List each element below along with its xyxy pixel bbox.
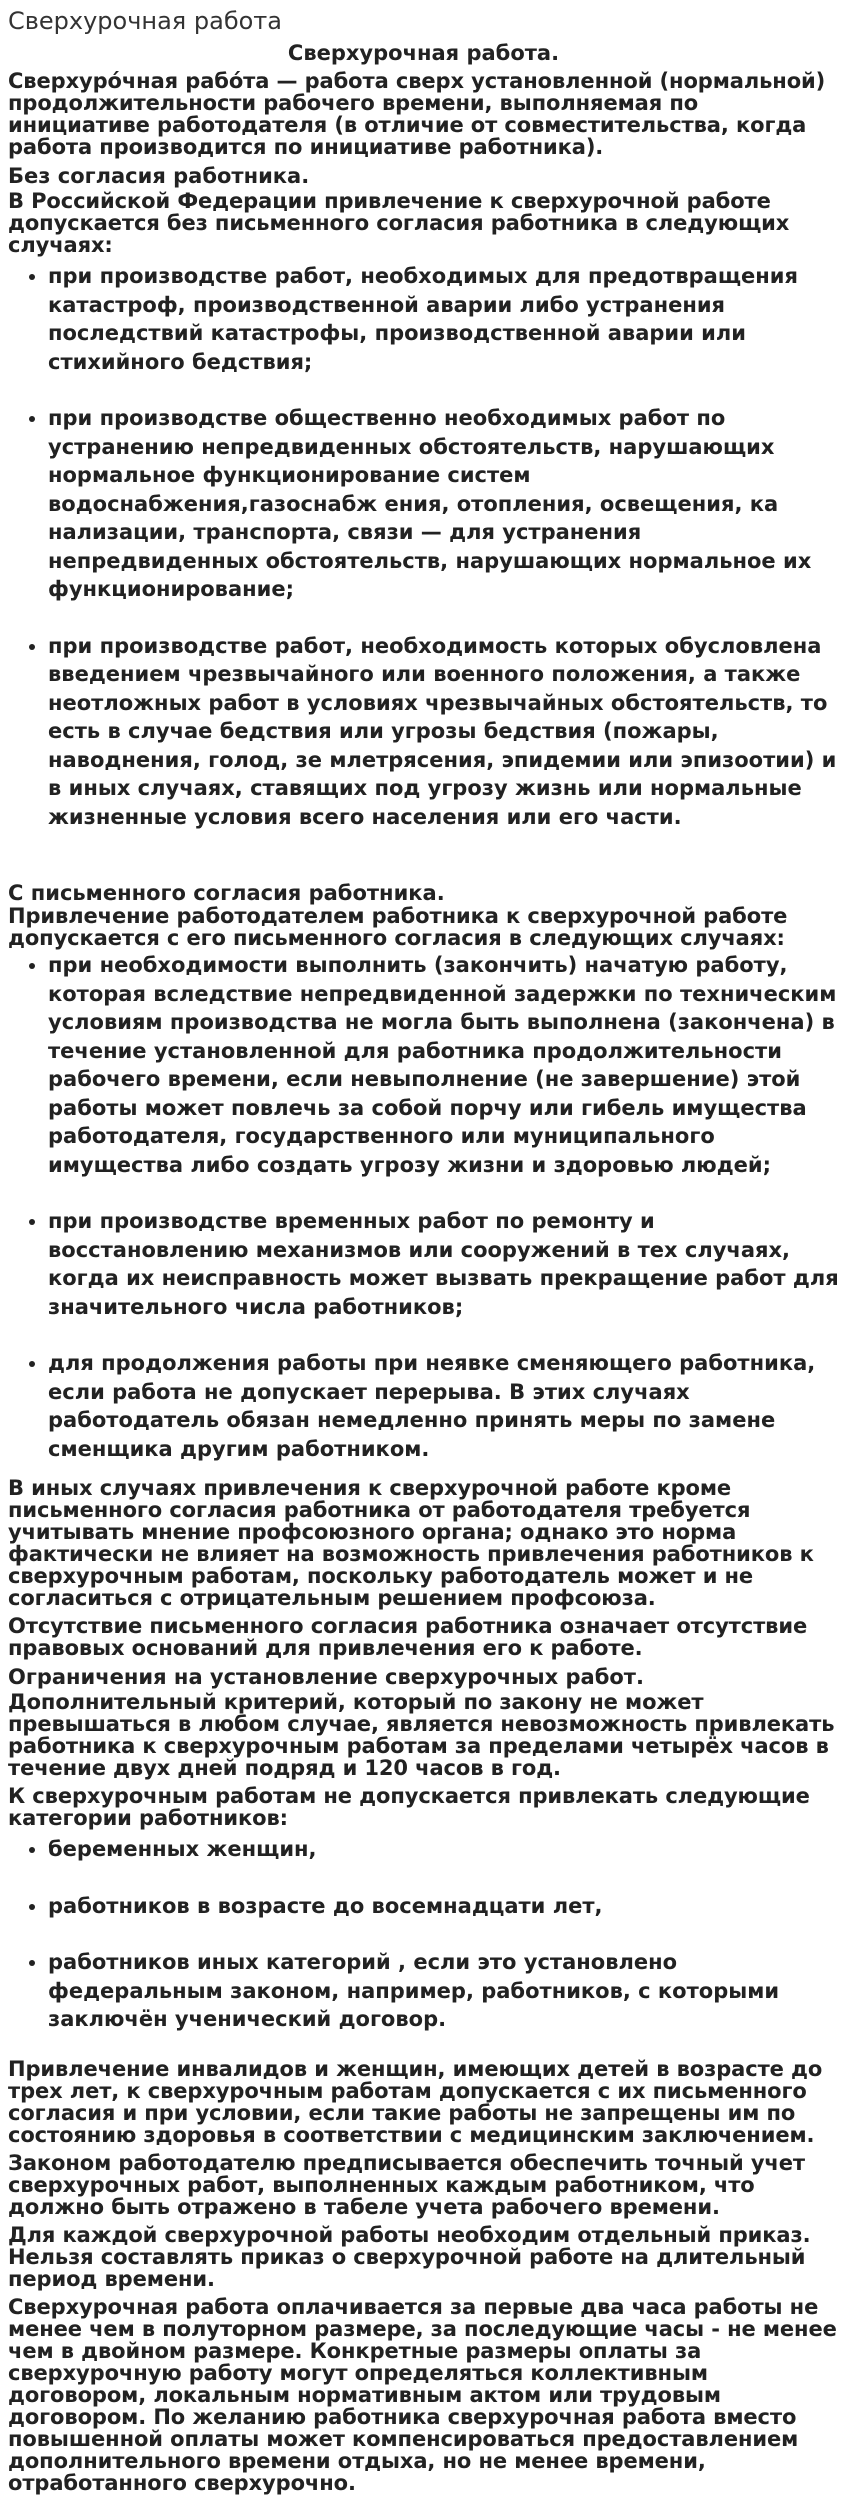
list-item: • при производстве работ, необходимость которых обусловлена введением чрезвычайного или военного положения, а также неотложных работ в условиях чрезвычайных обстоятельств, то есть в случае бедствия или угрозы бедствия (пожары, наводнения, голод, зе млетрясения, эпидемии или эпизоотии) и в иных случаях, ставящих под угрозу жизнь или нормальные жизненные условия всего населения или его части. xyxy=(48,632,839,832)
list-item: • для продолжения работы при неявке сменяющего работника, если работа не допускает перерыва. В этих случаях работодатель обязан немедленно принять меры по замене сменщика другим работником. xyxy=(48,1349,839,1463)
paragraph-accounting: Законом работодателю предписывается обеспечить точный учет сверхурочных работ, выполненных каждым работником, что должно быть отражено в табеле учета рабочего времени. xyxy=(8,2150,805,2219)
section-heading-restrictions: Ограничения на установление сверхурочных работ. xyxy=(8,1665,644,1689)
paragraph-additional-criterion: Дополнительный критерий, который по закону не может превышаться в любом случае, является невозможность привлекать работника к сверхурочным работам за пределами четырёх часов в течение двух дней подряд и 120 часов в год. xyxy=(8,1690,835,1780)
intro-paragraph: Сверхуро́чная рабо́та — работа сверх установленной (нормальной) продолжительности рабочего времени, выполняемая по инициативе работодателя (в отличие от совместительства, когда работа производится по инициативе работника). xyxy=(8,69,826,159)
list-item: • работников иных категорий , если это установлено федеральным законом, например, работников, с которыми заключён ученический договор. xyxy=(48,1948,839,2034)
section-lead-categories: К сверхурочным работам не допускается привлекать следующие категории работников: xyxy=(8,1784,810,1830)
list-restricted-categories xyxy=(8,1835,839,2034)
list-item: • при производстве временных работ по ремонту и восстановлению механизмов или сооружений в тех случаях, когда их неисправность может вызвать прекращение работ для значительного числа работников; xyxy=(48,1207,839,1321)
list-item: • при производстве общественно необходимых работ по устранению непредвиденных обстоятельств, нарушающих нормальное функционирование систем водоснабжения,газоснабж ения, отопления, освещения, ка нализации, транспорта, связи — для устранения непредвиденных обстоятельств, нарушающих нормальное их функционирование; xyxy=(48,404,839,604)
section-lead-with-consent: Привлечение работодателем работника к сверхурочной работе допускается с его письменного согласия в следующих случаях: xyxy=(8,904,788,950)
list-item: • при производстве работ, необходимых для предотвращения катастроф, производственной аварии либо устранения последствий катастрофы, производственной аварии или стихийного бедствия; xyxy=(48,262,839,376)
paragraph-payment: Сверхурочная работа оплачивается за первые два часа работы не менее чем в полуторном размере, за последующие часы - не менее чем в двойном размере. Конкретные размеры оплаты за сверхурочную работу могут определяться коллективным договором, локальным нормативным актом или трудовым договором. По желанию работника сверхурочная работа вместо повышенной оплаты может компенсироваться предоставлением дополнительного времени отдыха, но не менее времени, отработанного сверхурочно. xyxy=(8,2294,837,2495)
list-without-consent xyxy=(8,262,839,831)
list-item: • работников в возрасте до восемнадцати лет, xyxy=(48,1892,839,1921)
paragraph-no-consent-note: Отсутствие письменного согласия работника означает отсутствие правовых оснований для привлечения его к работе. xyxy=(8,1614,808,1660)
paragraph-trade-union-note: В иных случаях привлечения к сверхурочной работе кроме письменного согласия работника от работодателя требуется учитывать мнение профсоюзного органа; однако это норма фактически не влияет на возможность привлечения работников к сверхурочным работам, поскольку работодатель может и не согласиться с отрицательным решением профсоюза. xyxy=(8,1476,814,1610)
list-with-consent xyxy=(8,951,839,1463)
section-heading-with-consent: С письменного согласия работника. xyxy=(8,881,445,905)
section-lead-without-consent: В Российской Федерации привлечение к сверхурочной работе допускается без письменного согласия работника в следующих случаях: xyxy=(8,189,790,257)
list-item: • беременных женщин, xyxy=(48,1835,839,1864)
page-title: Сверхурочная работа xyxy=(8,7,282,35)
article-title: Сверхурочная работа. xyxy=(287,41,560,65)
paragraph-order: Для каждой сверхурочной работы необходим отдельный приказ. Нельзя составлять приказ о сверхурочной работе на длительный период времени. xyxy=(8,2222,811,2291)
list-item: • при необходимости выполнить (закончить) начатую работу, которая вследствие непредвиденной задержки по техническим условиям производства не могла быть выполнена (закончена) в течение установленной для работника продолжительности рабочего времени, если невыполнение (не завершение) этой работы может повлечь за собой порчу или гибель имущества работодателя, государственного или муниципального имущества либо создать угрозу жизни и здоровью людей; xyxy=(48,951,839,1179)
paragraph-disabled-and-mothers: Привлечение инвалидов и женщин, имеющих детей в возрасте до трех лет, к сверхурочным работам допускается с их письменного согласия и при условии, если такие работы не запрещены им по состоянию здоровья в соответствии с медицинским заключением. xyxy=(8,2056,823,2147)
section-heading-without-consent: Без согласия работника. xyxy=(8,164,310,188)
